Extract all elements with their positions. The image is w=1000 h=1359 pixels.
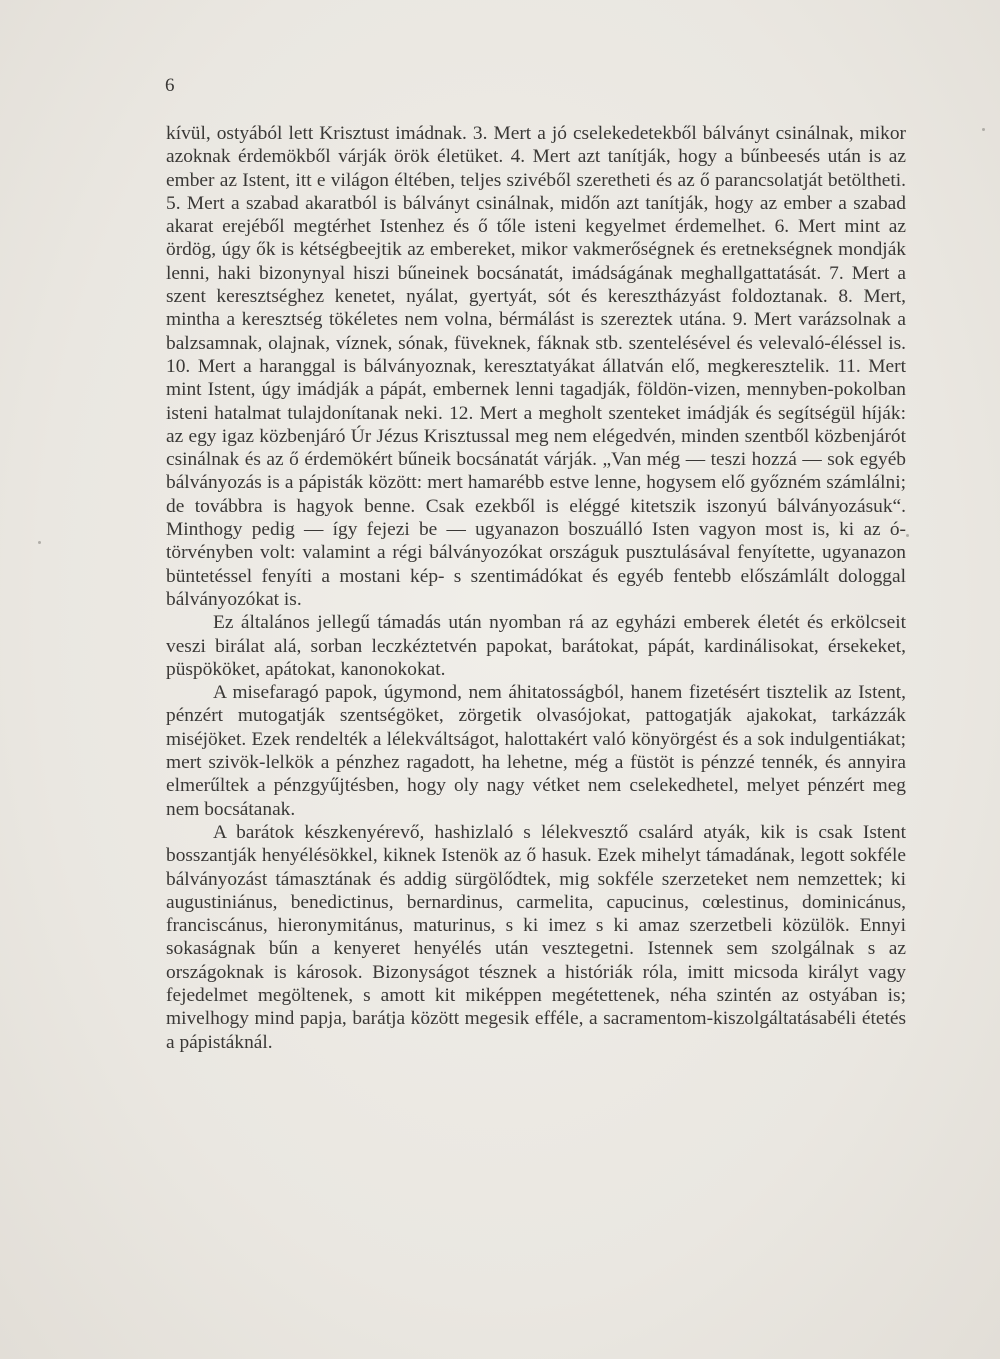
scan-speck bbox=[38, 541, 41, 544]
body-text bbox=[166, 122, 906, 1054]
scan-speck bbox=[906, 534, 909, 537]
page-number: 6 bbox=[165, 75, 175, 96]
paragraph-priests: A misefaragó papok, úgymond, nem áhitatosságból, hanem fizetésért tisztelik az Istent, pénzért mutogatják szentségöket, zörgetik olvasójokat, pattogatják ajakokat, tarkázzák miséjöket. Ezek rendelték a lélekváltságot, halottakért való könyörgést és a sok indulgentiákat; mert szivök-lelkök a pénzhez ragadott, ha lehetne, még a füstöt is pénzzé tennék, és annyira elmerűltek a pénzgyűjtésben, hogy oly nagy vétket nem cselekedhetel, melyet pénzért meg nem bocsátanak. bbox=[166, 682, 906, 820]
paragraph-general-attack: Ez általános jellegű támadás után nyomban rá az egyházi emberek életét és erkölcseit veszi birálat alá, sorban leczkéztetvén papokat, barátokat, pápát, kardinálisokat, érsekeket, püspököket, apátokat, kanonokokat. bbox=[166, 612, 906, 680]
paragraph-continued: kívül, ostyából lett Krisztust imádnak. 3. Mert a jó cselekedetekből bálványt csinálnak, mikor azoknak érdemökből várják örök életüket. 4. Mert azt tanítják, hogy a bűnbeesés után is az ember az Istent, itt e világon éltében, teljes szivéből szeretheti és az ő parancsolatját betöltheti. 5. Mert a szabad akaratból is bálványt csinálnak, midőn azt tanítják, hogy az ember a szabad akarat erejéből megtérhet Istenhez és ő tőle isteni kegyelmet érdemelhet. 6. Mert mint az ördög, úgy ők is kétségbeejtik az embereket, mikor vakmerőségnek és eretnekségnek mondják lenni, haki bizonynyal hiszi bűneinek bocsánatát, imádságának meghallgattatását. 7. Mert a szent keresztséghez kenetet, nyálat, gyertyát, sót és keresztházyást foldoztanak. 8. Mert, mintha a keresztség tökéletes nem volna, bérmálást is szereztek utána. 9. Mert varázsolnak a balzsamnak, olajnak, víznek, sónak, füveknek, fáknak stb. szentelésével és velevaló-éléssel is. 10. Mert a haranggal is bálványoznak, keresztatyákat állatván elő, megkeresztelik. 11. Mert mint Istent, úgy imádják a pápát, embernek lenni tagadják, földön-vizen, mennyben-pokolban isteni hatalmat tulajdonítanak neki. 12. Mert a megholt szenteket imádják és segítségül híják: az egy igaz közbenjáró Úr Jézus Krisztussal meg nem elégedvén, minden szentből közbenjárót csinálnak és az ő érdemökért bűneik bocsánatát várják. „Van még — teszi hozzá — sok egyéb bálványozás is a pápisták között: mert hamarébb estve lenne, hogysem elő győzném számlálni; de továbbra is hagyok benne. Csak ezekből is eléggé kitetszik iszonyú bálványozásuk“. Minthogy pedig — így fejezi be — ugyanazon boszuálló Isten vagyon most is, ki az ó-törvényben volt: valamint a régi bálványozókat országuk pusztulásával fenyítette, ugyanazon büntetéssel fenyíti a mostani kép- s szentimádókat és egyéb fentebb előszámlált dologgal bálványozókat is. bbox=[166, 123, 906, 610]
paragraph-friars: A barátok készkenyérevő, hashizlaló s lélekvesztő csalárd atyák, kik is csak Istent bosszantják henyélésökkel, kiknek Istenök az ő hasuk. Ezek mihelyt támadának, legott sokféle bálványozást támasztának és addig sürgölődtek, mig sokféle szerzeteket nem nemzettek; ki augustiniánus, benedictinus, bernardinus, carmelita, capucinus, cœlestinus, dominicánus, franciscánus, hieronymitánus, maturinus, s ki imez s ki amaz szerzetbeli közülök. Ennyi sokaságnak bűn a kenyeret henyélés után vesztegetni. Istennek sem szolgálnak s az országoknak is károsok. Bizonyságot tésznek a históriák róla, imitt micsoda királyt vagy fejedelmet megöltenek, s amott kit miképpen megétettenek, néha szintén az ostyában is; mivelhogy mind papja, barátja között megesik efféle, a sacramentom-kiszolgáltatásabéli étetés a pápistáknál. bbox=[166, 821, 906, 1053]
scan-speck bbox=[982, 128, 985, 131]
